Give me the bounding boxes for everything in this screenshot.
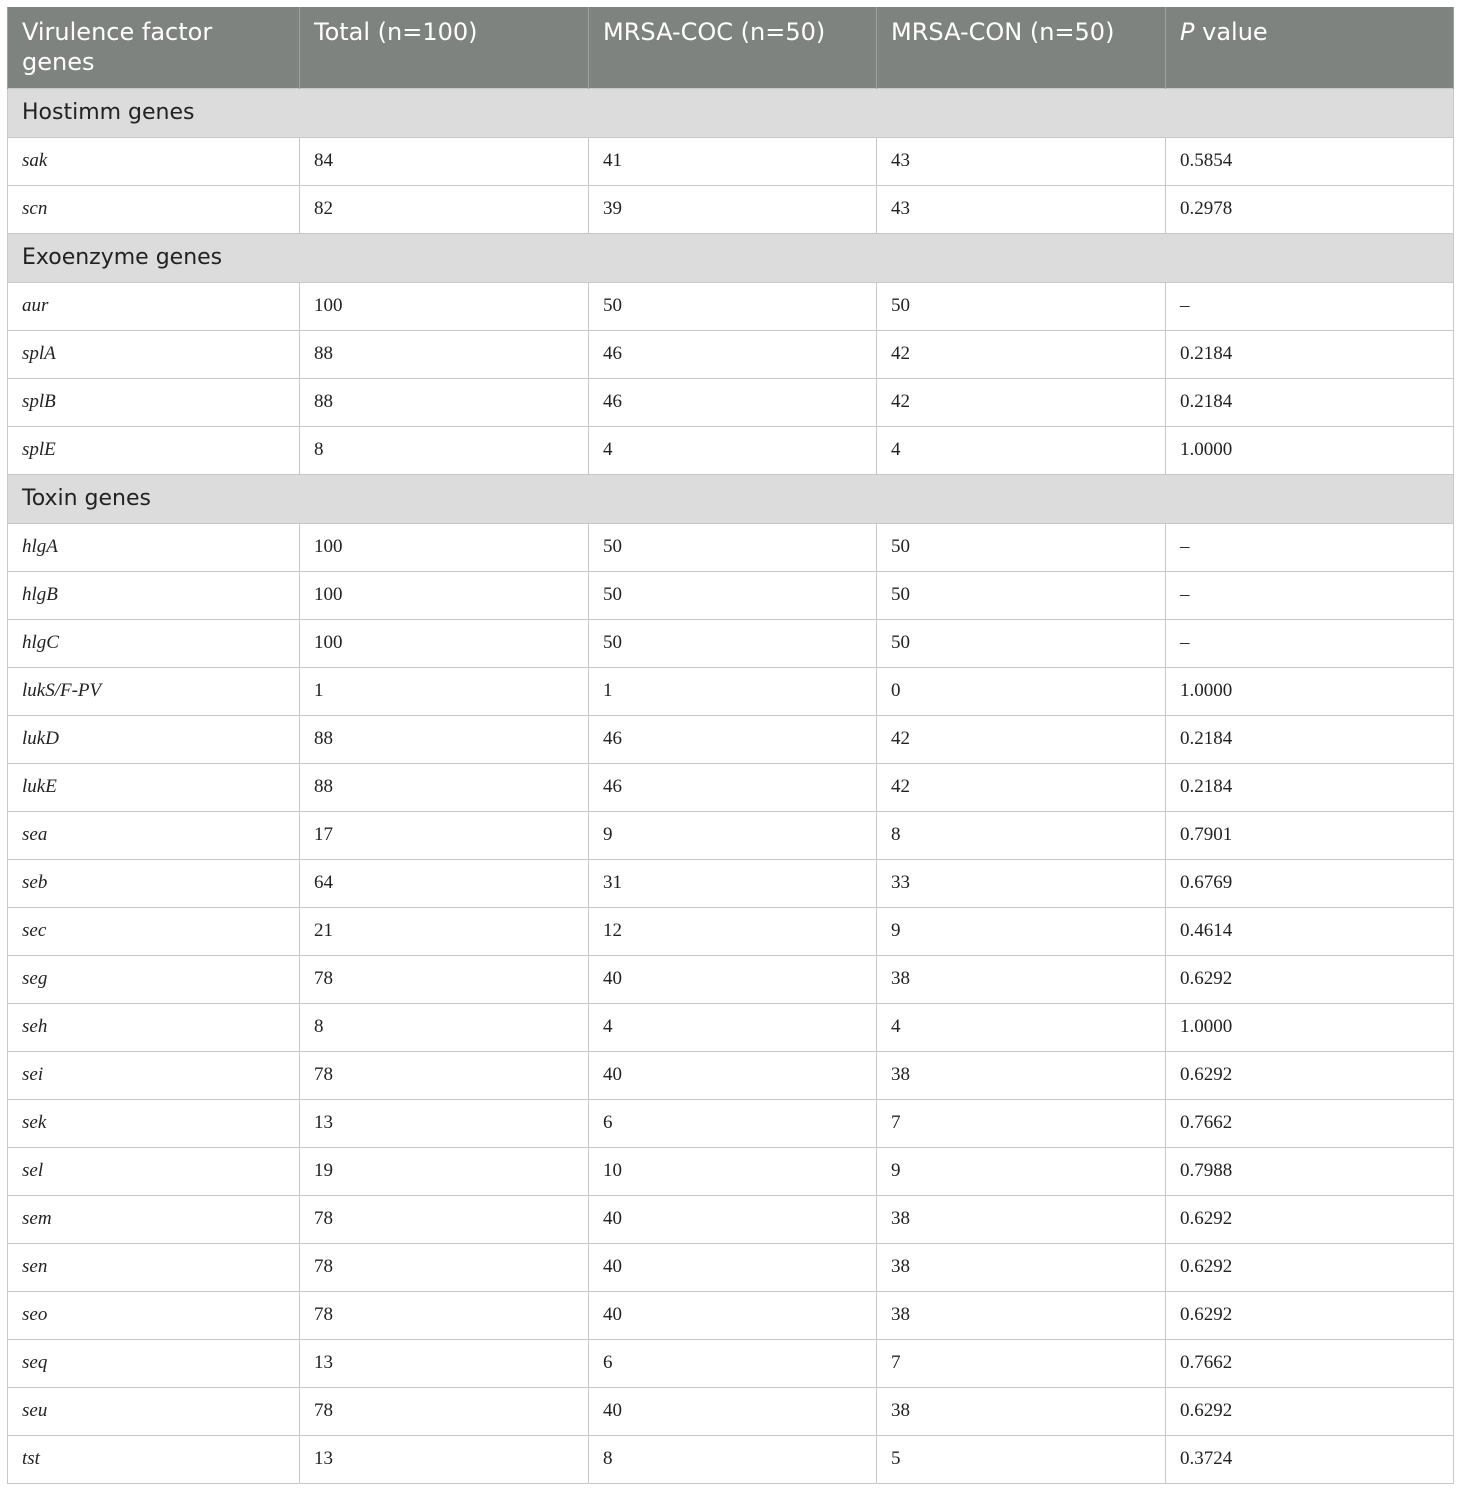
coc-count: 39 [589, 185, 877, 233]
coc-count: 40 [589, 955, 877, 1003]
gene-name: sek [8, 1099, 300, 1147]
con-count: 42 [877, 763, 1166, 811]
table-body [8, 88, 1454, 1483]
table-row [8, 571, 1454, 619]
total-count: 1 [300, 667, 589, 715]
gene-name: lukE [8, 763, 300, 811]
coc-count: 50 [589, 619, 877, 667]
total-count: 17 [300, 811, 589, 859]
p-value: – [1166, 282, 1454, 330]
coc-count: 40 [589, 1387, 877, 1435]
total-count: 78 [300, 1051, 589, 1099]
table-row [8, 715, 1454, 763]
header-gene: Virulence factor genes [8, 7, 300, 88]
p-value: 0.2978 [1166, 185, 1454, 233]
section-title: Hostimm genes [8, 88, 1454, 137]
total-count: 19 [300, 1147, 589, 1195]
p-value: – [1166, 571, 1454, 619]
header-p-value [1166, 7, 1454, 88]
con-count: 7 [877, 1339, 1166, 1387]
gene-name: splE [8, 426, 300, 474]
gene-name: sec [8, 907, 300, 955]
p-value: – [1166, 619, 1454, 667]
coc-count: 8 [589, 1435, 877, 1483]
total-count: 82 [300, 185, 589, 233]
coc-count: 40 [589, 1243, 877, 1291]
total-count: 78 [300, 1243, 589, 1291]
gene-name: aur [8, 282, 300, 330]
total-count: 84 [300, 137, 589, 185]
p-value: 1.0000 [1166, 667, 1454, 715]
coc-count: 46 [589, 763, 877, 811]
con-count: 38 [877, 1051, 1166, 1099]
coc-count: 46 [589, 330, 877, 378]
gene-name: lukD [8, 715, 300, 763]
p-value: 0.7662 [1166, 1339, 1454, 1387]
con-count: 50 [877, 619, 1166, 667]
total-count: 100 [300, 523, 589, 571]
p-value: 0.6292 [1166, 1051, 1454, 1099]
table-row [8, 811, 1454, 859]
gene-name: sen [8, 1243, 300, 1291]
header-p-letter: P [1180, 18, 1195, 46]
coc-count: 41 [589, 137, 877, 185]
table-row [8, 667, 1454, 715]
table-row [8, 185, 1454, 233]
gene-name: scn [8, 185, 300, 233]
total-count: 78 [300, 1195, 589, 1243]
table-row [8, 1435, 1454, 1483]
coc-count: 50 [589, 523, 877, 571]
p-value: 0.6292 [1166, 1387, 1454, 1435]
con-count: 50 [877, 523, 1166, 571]
p-value: 0.6292 [1166, 1243, 1454, 1291]
con-count: 42 [877, 378, 1166, 426]
p-value: 0.5854 [1166, 137, 1454, 185]
table-row [8, 763, 1454, 811]
header-mrsa-con: MRSA-CON (n=50) [877, 7, 1166, 88]
gene-name: hlgA [8, 523, 300, 571]
total-count: 21 [300, 907, 589, 955]
p-value: 0.2184 [1166, 715, 1454, 763]
con-count: 43 [877, 185, 1166, 233]
gene-name: seb [8, 859, 300, 907]
coc-count: 50 [589, 282, 877, 330]
table-row [8, 523, 1454, 571]
total-count: 13 [300, 1435, 589, 1483]
gene-name: sem [8, 1195, 300, 1243]
p-value: – [1166, 523, 1454, 571]
p-value: 0.6292 [1166, 1195, 1454, 1243]
table-row [8, 859, 1454, 907]
coc-count: 46 [589, 715, 877, 763]
con-count: 8 [877, 811, 1166, 859]
p-value: 0.2184 [1166, 763, 1454, 811]
total-count: 88 [300, 378, 589, 426]
coc-count: 6 [589, 1099, 877, 1147]
con-count: 38 [877, 1387, 1166, 1435]
table-row [8, 955, 1454, 1003]
total-count: 88 [300, 763, 589, 811]
coc-count: 40 [589, 1291, 877, 1339]
gene-name: seq [8, 1339, 300, 1387]
coc-count: 50 [589, 571, 877, 619]
p-value: 0.7901 [1166, 811, 1454, 859]
section-row [8, 474, 1454, 523]
total-count: 13 [300, 1339, 589, 1387]
section-row [8, 233, 1454, 282]
gene-name: splA [8, 330, 300, 378]
table-row [8, 1387, 1454, 1435]
con-count: 0 [877, 667, 1166, 715]
total-count: 100 [300, 282, 589, 330]
total-count: 88 [300, 715, 589, 763]
coc-count: 31 [589, 859, 877, 907]
gene-name: lukS/F-PV [8, 667, 300, 715]
p-value: 0.2184 [1166, 378, 1454, 426]
con-count: 38 [877, 1195, 1166, 1243]
con-count: 50 [877, 282, 1166, 330]
p-value: 0.7662 [1166, 1099, 1454, 1147]
coc-count: 40 [589, 1195, 877, 1243]
virulence-genes-table [7, 7, 1454, 1484]
table-row [8, 1051, 1454, 1099]
table-row [8, 1195, 1454, 1243]
con-count: 7 [877, 1099, 1166, 1147]
p-value: 1.0000 [1166, 426, 1454, 474]
p-value: 0.6769 [1166, 859, 1454, 907]
gene-name: sak [8, 137, 300, 185]
con-count: 9 [877, 1147, 1166, 1195]
total-count: 78 [300, 1387, 589, 1435]
con-count: 38 [877, 955, 1166, 1003]
con-count: 4 [877, 1003, 1166, 1051]
section-row [8, 88, 1454, 137]
gene-name: sei [8, 1051, 300, 1099]
con-count: 38 [877, 1243, 1166, 1291]
total-count: 100 [300, 619, 589, 667]
table-row [8, 426, 1454, 474]
con-count: 33 [877, 859, 1166, 907]
table-header-row [8, 7, 1454, 88]
total-count: 78 [300, 1291, 589, 1339]
p-value: 0.6292 [1166, 1291, 1454, 1339]
table-row [8, 378, 1454, 426]
p-value: 0.2184 [1166, 330, 1454, 378]
con-count: 50 [877, 571, 1166, 619]
total-count: 13 [300, 1099, 589, 1147]
coc-count: 40 [589, 1051, 877, 1099]
table-row [8, 282, 1454, 330]
p-value: 0.7988 [1166, 1147, 1454, 1195]
header-mrsa-coc: MRSA-COC (n=50) [589, 7, 877, 88]
con-count: 4 [877, 426, 1166, 474]
coc-count: 4 [589, 426, 877, 474]
table-row [8, 1099, 1454, 1147]
total-count: 8 [300, 1003, 589, 1051]
total-count: 100 [300, 571, 589, 619]
p-value: 0.6292 [1166, 955, 1454, 1003]
gene-name: hlgB [8, 571, 300, 619]
p-value: 0.4614 [1166, 907, 1454, 955]
table-row [8, 907, 1454, 955]
con-count: 42 [877, 330, 1166, 378]
gene-name: seg [8, 955, 300, 1003]
coc-count: 1 [589, 667, 877, 715]
gene-name: seo [8, 1291, 300, 1339]
header-total: Total (n=100) [300, 7, 589, 88]
coc-count: 12 [589, 907, 877, 955]
coc-count: 9 [589, 811, 877, 859]
table-row [8, 1339, 1454, 1387]
gene-name: splB [8, 378, 300, 426]
table-row [8, 1243, 1454, 1291]
table-row [8, 1003, 1454, 1051]
table-row [8, 1291, 1454, 1339]
p-value: 1.0000 [1166, 1003, 1454, 1051]
table-row [8, 1147, 1454, 1195]
total-count: 78 [300, 955, 589, 1003]
gene-name: sel [8, 1147, 300, 1195]
coc-count: 10 [589, 1147, 877, 1195]
con-count: 43 [877, 137, 1166, 185]
gene-name: seh [8, 1003, 300, 1051]
gene-name: sea [8, 811, 300, 859]
table-row [8, 137, 1454, 185]
section-title: Toxin genes [8, 474, 1454, 523]
total-count: 88 [300, 330, 589, 378]
gene-name: tst [8, 1435, 300, 1483]
con-count: 9 [877, 907, 1166, 955]
gene-name: hlgC [8, 619, 300, 667]
p-value: 0.3724 [1166, 1435, 1454, 1483]
total-count: 8 [300, 426, 589, 474]
coc-count: 46 [589, 378, 877, 426]
con-count: 5 [877, 1435, 1166, 1483]
con-count: 38 [877, 1291, 1166, 1339]
table-row [8, 619, 1454, 667]
gene-name: seu [8, 1387, 300, 1435]
section-title: Exoenzyme genes [8, 233, 1454, 282]
total-count: 64 [300, 859, 589, 907]
coc-count: 4 [589, 1003, 877, 1051]
header-p-rest: value [1194, 18, 1268, 46]
con-count: 42 [877, 715, 1166, 763]
coc-count: 6 [589, 1339, 877, 1387]
table-row [8, 330, 1454, 378]
